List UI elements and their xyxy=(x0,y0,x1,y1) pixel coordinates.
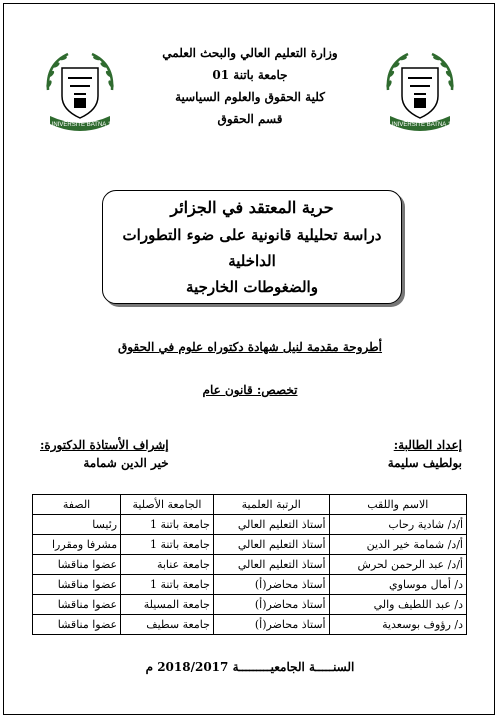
member-role: عضوا مناقشا xyxy=(33,615,121,635)
table-row xyxy=(33,515,467,535)
supervisor-block xyxy=(40,436,169,472)
table-row xyxy=(33,575,467,595)
member-role: عضوا مناقشا xyxy=(33,555,121,575)
member-university: جامعة باتنة 1 xyxy=(121,535,214,555)
table-row xyxy=(33,595,467,615)
table-row xyxy=(33,535,467,555)
ministry-name: وزارة التعليم العالي والبحث العلمي xyxy=(162,46,338,60)
member-role: عضوا مناقشا xyxy=(33,595,121,615)
table-row xyxy=(33,555,467,575)
member-university: جامعة باتنة 1 xyxy=(121,575,214,595)
thesis-subtitle-line1: دراسة تحليلية قانونية على ضوء التطورات الداخلية xyxy=(122,226,382,270)
member-name: أ/د/ عبد الرحمن لحرش xyxy=(329,555,466,575)
member-role: مشرفا ومقررا xyxy=(33,535,121,555)
student-name: بولطيف سليمة xyxy=(387,456,462,470)
thesis-title: حرية المعتقد في الجزائر xyxy=(170,198,334,217)
thesis-subtitle-line2: والضغوطات الخارجية xyxy=(186,278,318,296)
member-name: د/ رؤوف بوسعدية xyxy=(329,615,466,635)
department-name: قسم الحقوق xyxy=(217,112,283,126)
member-name: أ/د/ شمامة خير الدين xyxy=(329,535,466,555)
faculty-name: كلية الحقوق والعلوم السياسية xyxy=(175,90,325,104)
table-row xyxy=(33,615,467,635)
member-rank: أستاذ محاضر(أ) xyxy=(213,595,329,615)
university-logo-right xyxy=(378,44,462,138)
member-university: جامعة سطيف xyxy=(121,615,214,635)
member-rank: أستاذ التعليم العالي xyxy=(213,535,329,555)
supervisor-name: خير الدين شمامة xyxy=(83,456,169,470)
thesis-purpose-text: أطروحة مقدمة لنيل شهادة دكتوراه علوم في الحقوق xyxy=(117,340,383,354)
thesis-purpose xyxy=(0,340,500,354)
member-rank: أستاذ التعليم العالي xyxy=(213,515,329,535)
member-name: د/ عبد اللطيف والي xyxy=(329,595,466,615)
jury-header-row xyxy=(33,495,467,515)
member-role: رئيسا xyxy=(33,515,121,535)
col-university-header: الجامعة الأصلية xyxy=(121,495,214,515)
institution-header xyxy=(120,42,380,130)
specialization-text: تخصص: قانون عام xyxy=(202,383,298,397)
member-role: عضوا مناقشا xyxy=(33,575,121,595)
student-label: إعداد الطالبة: xyxy=(393,438,462,452)
academic-year: السنـــــة الجامعيـــــــــة 2018/2017 م xyxy=(145,660,355,674)
thesis-title-box xyxy=(102,190,402,304)
member-name: أ/د/ شادية رحاب xyxy=(329,515,466,535)
member-rank: أستاذ محاضر(أ) xyxy=(213,575,329,595)
member-university: جامعة المسيلة xyxy=(121,595,214,615)
supervisor-label: إشراف الأستاذة الدكتورة: xyxy=(40,438,169,452)
specialization xyxy=(0,383,500,397)
col-name-header: الاسم واللقب xyxy=(329,495,466,515)
student-block xyxy=(388,436,462,472)
member-university: جامعة باتنة 1 xyxy=(121,515,214,535)
member-university: جامعة عنابة xyxy=(121,555,214,575)
university-logo-left xyxy=(38,44,122,138)
svg-text:UNIVERSITE BATNA 1: UNIVERSITE BATNA 1 xyxy=(49,122,111,128)
university-name: جامعة باتنة 01 xyxy=(212,68,288,82)
member-rank: أستاذ التعليم العالي xyxy=(213,555,329,575)
jury-table xyxy=(32,494,467,635)
col-role-header: الصفة xyxy=(33,495,121,515)
svg-text:UNIVERSITE BATNA 1: UNIVERSITE BATNA 1 xyxy=(389,122,451,128)
member-name: د/ أمال موساوي xyxy=(329,575,466,595)
col-rank-header: الرتبة العلمية xyxy=(213,495,329,515)
member-rank: أستاذ محاضر(أ) xyxy=(213,615,329,635)
